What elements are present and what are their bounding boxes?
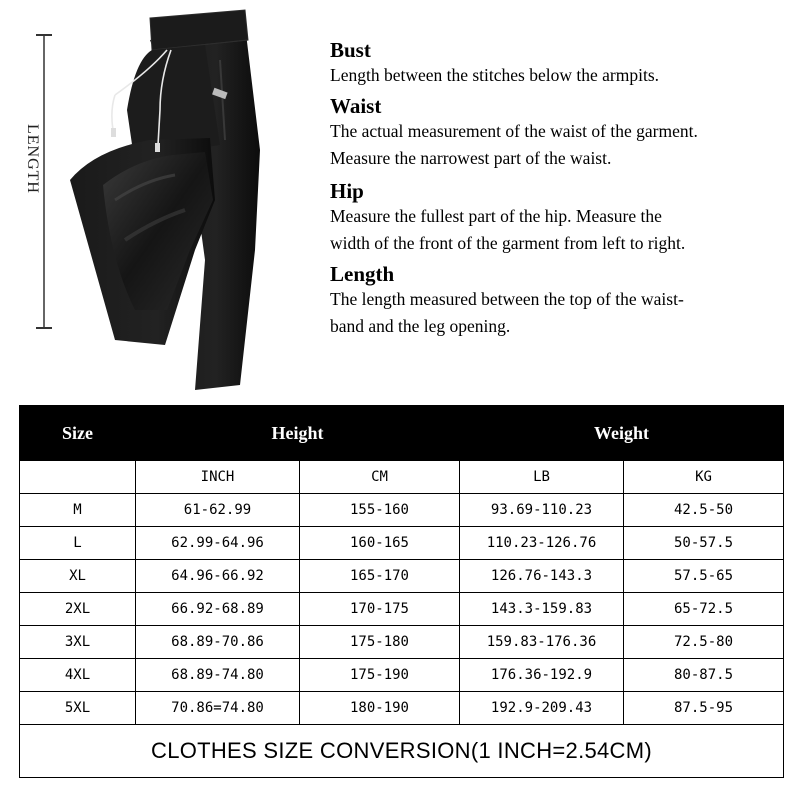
subheader-cm: CM — [300, 461, 460, 494]
kg-cell: 65-72.5 — [624, 593, 784, 626]
inch-cell: 68.89-70.86 — [136, 626, 300, 659]
kg-cell: 50-57.5 — [624, 527, 784, 560]
waist-line-2: Measure the narrowest part of the waist. — [330, 148, 612, 168]
lb-cell: 176.36-192.9 — [460, 659, 624, 692]
table-row — [20, 659, 784, 692]
inch-cell: 61-62.99 — [136, 494, 300, 527]
kg-cell: 80-87.5 — [624, 659, 784, 692]
size-chart-table — [19, 405, 784, 778]
subheader-inch: INCH — [136, 461, 300, 494]
cm-cell: 175-190 — [300, 659, 460, 692]
subheader-kg: KG — [624, 461, 784, 494]
length-line-2: band and the leg opening. — [330, 316, 511, 336]
kg-cell: 57.5-65 — [624, 560, 784, 593]
hip-line-2: width of the front of the garment from left to right. — [330, 233, 686, 253]
hip-title: Hip — [330, 179, 364, 203]
kg-cell: 72.5-80 — [624, 626, 784, 659]
bust-line-1: Length between the stitches below the armpits. — [330, 65, 660, 85]
table-row — [20, 626, 784, 659]
cm-cell: 170-175 — [300, 593, 460, 626]
subheader-empty — [20, 461, 136, 494]
table-row — [20, 494, 784, 527]
lb-cell: 159.83-176.36 — [460, 626, 624, 659]
kg-cell: 87.5-95 — [624, 692, 784, 725]
header-weight: Weight — [460, 406, 784, 461]
size-cell: 5XL — [20, 692, 136, 725]
inch-cell: 66.92-68.89 — [136, 593, 300, 626]
hip-line-1: Measure the fullest part of the hip. Measure the — [330, 206, 662, 226]
size-cell: XL — [20, 560, 136, 593]
cm-cell: 160-165 — [300, 527, 460, 560]
lb-cell: 192.9-209.43 — [460, 692, 624, 725]
lb-cell: 126.76-143.3 — [460, 560, 624, 593]
lb-cell: 110.23-126.76 — [460, 527, 624, 560]
table-row — [20, 560, 784, 593]
cm-cell: 180-190 — [300, 692, 460, 725]
cm-cell: 165-170 — [300, 560, 460, 593]
bust-description — [330, 38, 790, 89]
lb-cell: 93.69-110.23 — [460, 494, 624, 527]
inch-cell: 70.86=74.80 — [136, 692, 300, 725]
waist-title: Waist — [330, 94, 382, 118]
inch-cell: 68.89-74.80 — [136, 659, 300, 692]
size-cell: M — [20, 494, 136, 527]
table-header-row — [20, 406, 784, 461]
lb-cell: 143.3-159.83 — [460, 593, 624, 626]
length-label: LENGTH — [24, 124, 41, 194]
inch-cell: 62.99-64.96 — [136, 527, 300, 560]
table-row — [20, 593, 784, 626]
cm-cell: 175-180 — [300, 626, 460, 659]
size-cell: 2XL — [20, 593, 136, 626]
size-cell: 4XL — [20, 659, 136, 692]
length-description — [330, 262, 790, 340]
kg-cell: 42.5-50 — [624, 494, 784, 527]
inch-cell: 64.96-66.92 — [136, 560, 300, 593]
size-conversion-note: CLOTHES SIZE CONVERSION(1 INCH=2.54CM) — [20, 725, 784, 778]
bust-title: Bust — [330, 38, 371, 62]
size-cell: L — [20, 527, 136, 560]
length-title: Length — [330, 262, 395, 286]
subheader-lb: LB — [460, 461, 624, 494]
hip-description — [330, 179, 790, 257]
pants-image — [55, 0, 335, 400]
header-height: Height — [136, 406, 460, 461]
table-footer-row — [20, 725, 784, 778]
table-row — [20, 527, 784, 560]
table-subheader-row — [20, 461, 784, 494]
header-size: Size — [20, 406, 136, 461]
size-cell: 3XL — [20, 626, 136, 659]
waist-description — [330, 94, 790, 172]
length-line-1: The length measured between the top of the waist- — [330, 289, 684, 309]
waist-line-1: The actual measurement of the waist of the garment. — [330, 121, 698, 141]
table-row — [20, 692, 784, 725]
cm-cell: 155-160 — [300, 494, 460, 527]
